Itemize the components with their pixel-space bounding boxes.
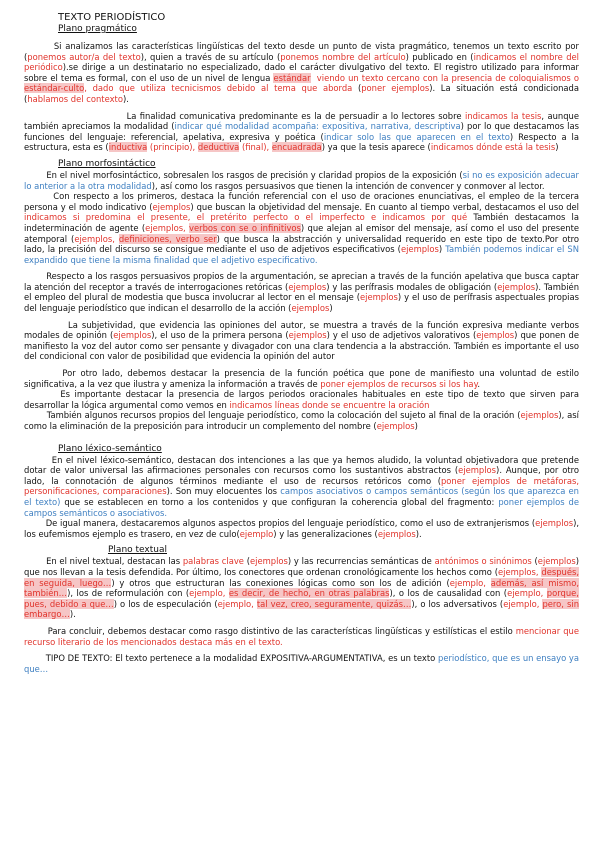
- text-run: Es importante destacar la presencia de largos periodos oracionales habituales en este tipo de texto que sirven para desarrollar la lógica argumental como vemos en: [24, 389, 579, 410]
- text-run: ): [329, 303, 333, 314]
- annotation-run: ejemplos: [291, 303, 330, 314]
- text-run: ).: [122, 93, 129, 104]
- document-page: [24, 12, 579, 674]
- text-run: que se establecen en torno a los contenidos y que configuran la coherencia global del fragmento:: [60, 496, 499, 507]
- annotation-run: ejemplos: [360, 292, 398, 303]
- annotation-run: ejemplos,: [497, 566, 542, 577]
- annotation-run: indicamos la tesis: [464, 110, 542, 121]
- annotation-run: mencionar que recurso literario de los mencionados destaca más en el texto.: [24, 625, 579, 647]
- annotation-run: ejemplos: [458, 465, 497, 476]
- text-run: (: [243, 556, 250, 567]
- text-run: ), quien a través de su artículo (: [140, 51, 281, 62]
- text-run: ): [438, 244, 446, 255]
- annotation-run: ejemplos,: [74, 233, 119, 244]
- annotation-run: hablamos del contexto: [27, 93, 123, 104]
- section-heading-lexico: Plano léxico-semántico: [58, 443, 162, 454]
- text-run: La subjetividad, que evidencia las opiniones del autor, se muestra a través de la función expresiva mediante verbos modales de opinión (: [24, 319, 579, 341]
- annotation-run: ejemplos: [476, 330, 515, 341]
- text-run: ). Aunque, por otro lado, la connotación de algunos términos mediante el uso de recursos retóricos como (: [24, 465, 579, 486]
- text-run: También algunos recursos propios del lenguaje periodístico, como la colocación del sujeto al final de la oración (: [24, 410, 521, 421]
- text-run: ): [414, 421, 418, 431]
- annotation-run: (final),: [239, 142, 272, 153]
- text-run: Para concluir, debemos destacar como rasgo distintivo de las características lingüísticas y estilísticas el estilo: [24, 625, 516, 636]
- annotation-run: ponemos autor/a del texto: [27, 51, 141, 62]
- annotation-run: poner ejemplos de campos semánticos o asociativos.: [24, 496, 580, 518]
- section-heading-morfosintactico: Plano morfosintáctico: [58, 158, 156, 169]
- text-run: ): [555, 142, 559, 153]
- annotation-run: , dado que utiliza tecnicismos debido al tema que aborda: [84, 83, 353, 94]
- annotation-run: poner ejemplos: [361, 83, 430, 94]
- annotation-run: viendo un texto cercano con la presencia de coloquialismos o: [310, 72, 579, 83]
- annotation-run: ejemplos: [400, 244, 439, 255]
- paragraph: [24, 410, 579, 431]
- paragraph: [24, 170, 579, 191]
- text-run: , aunque también apreciamos la modalidad (: [24, 110, 579, 132]
- text-run: ), así como los rasgos persuasivos que tienen la intención de convencer y conmover al lector.: [151, 180, 545, 191]
- text-run: ) o los de especulación (: [113, 598, 218, 609]
- text-run: ) que nos llevan a la tesis defendida. Por último, los conectores que ordenan cronológicamente los hechos como (: [24, 556, 579, 577]
- annotation-run: ejemplos: [497, 281, 536, 292]
- text-run: La finalidad comunicativa predominante es la de persuadir a lo lectores sobre: [24, 110, 465, 121]
- annotation-run: indicamos el nombre del periódico: [24, 51, 579, 73]
- annotation-run: definiciones, verbo ser: [118, 233, 217, 244]
- annotation-run: ejemplo: [239, 528, 274, 539]
- annotation-run: ejemplos: [376, 421, 415, 431]
- text-run: ) y las recurrencias semánticas de: [287, 556, 435, 567]
- annotation-run: además, así mismo, también…: [24, 577, 579, 599]
- annotation-run: ejemplos: [249, 556, 288, 567]
- text-run: ) por lo que destacamos las funciones del lenguaje: referencial, apelativa, expresiva y poética (: [24, 121, 579, 142]
- text-run: ) y el uso de adjetivos valorativos (: [326, 330, 477, 341]
- annotation-run: palabras clave: [182, 556, 244, 567]
- text-run: ), o los adversativos (: [411, 598, 504, 609]
- annotation-run: poner ejemplos de recursos si los hay: [320, 378, 478, 389]
- annotation-run: indicamos si predomina el presente, el pretérito perfecto o el imperfecto e indicamos por qué: [24, 212, 468, 223]
- text-run: ), o los de causalidad con (: [389, 588, 508, 599]
- text-run: ), así como la eliminación de la preposición para introducir un complemento del nombre (: [24, 410, 579, 431]
- annotation-run: estándar-culto: [24, 83, 85, 94]
- annotation-run: ejemplos: [113, 330, 152, 341]
- text-run: (: [352, 83, 362, 94]
- annotation-run: encuadrada: [271, 142, 322, 153]
- annotation-run: ejemplo,: [449, 577, 491, 588]
- paragraph: [24, 368, 579, 389]
- paragraph: [24, 111, 579, 153]
- text-run: ). Son muy elocuentes los: [166, 486, 281, 497]
- section-heading-pragmatico: Plano pragmático: [58, 24, 137, 34]
- text-run: ) que busca la abstracción y universalidad requerido en este tipo de texto.Por otro lado, la precisión del discurso se consigue mediante el uso de adjetivos especificativos (: [24, 233, 579, 255]
- annotation-run: tal vez, creo, seguramente, quizás…: [256, 598, 412, 609]
- annotation-run: inductiva: [108, 142, 148, 153]
- paragraph: [24, 556, 579, 620]
- text-run: ).se dirige a un destinatario no especializado, dado el carácter divulgativo del texto. El registro utilizado para informar sobre el tema es formal, con el uso de un nivel de lengua: [24, 62, 579, 83]
- text-run: ) y el uso de perífrasis aspectuales propias del lenguaje periodístico que indican el desarrollo de la acción (: [24, 292, 579, 314]
- paragraph: [24, 626, 579, 647]
- annotation-run: indicar qué modalidad acompaña: expositiva, narrativa, descriptiva: [174, 121, 461, 132]
- annotation-run: verbos con se o infinitivos: [189, 222, 301, 233]
- annotation-run: ejemplo,: [507, 588, 547, 599]
- annotation-run: ejemplos: [535, 518, 574, 529]
- paragraph: [24, 455, 579, 519]
- text-run: ). También el empleo del plural de modestia que busca involucrar al lector en el mensaje (: [24, 281, 579, 303]
- annotation-run: ejemplos,: [145, 222, 190, 233]
- text-run: ), el uso de la primera persona (: [151, 330, 289, 341]
- text-run: ) y las perífrasis modales de obligación (: [326, 281, 498, 292]
- annotation-run: poner ejemplos de metáforas, personificaciones, comparaciones: [24, 475, 579, 497]
- annotation-run: indicar solo las que aparecen en el texto: [323, 131, 510, 142]
- annotation-run: indicamos dónde está la tesis: [430, 142, 556, 153]
- text-run: ) Respecto a la estructura, esta es (: [24, 131, 579, 153]
- section-heading-textual: Plano textual: [108, 545, 167, 556]
- text-run: ) y las generalizaciones (: [273, 528, 378, 539]
- text-run: ) que buscan la objetividad del mensaje. En cuanto al tiempo verbal, destacamos el uso del: [190, 201, 580, 212]
- annotation-run: ejemplos: [152, 201, 191, 212]
- annotation-run: si no es exposición adecuar lo anterior a la otra modalidad: [24, 169, 579, 191]
- annotation-run: ejemplos: [537, 556, 576, 567]
- annotation-run: También podemos indicar el SN expandido que tiene la misma finalidad que el adjetivo especificativo.: [24, 244, 579, 265]
- text-run: ) que ponen de manifiesto la voz del autor como ser pensante y divagador con una clara tendencia a la abstracción. También es importante el uso del condicional con valor de posibilidad que evidencia la opinión del autor: [24, 330, 579, 362]
- annotation-run: ponemos nombre del artículo: [280, 51, 406, 62]
- text-run: ), los eufemismos ejemplo es trasero, en vez de culo(: [24, 518, 579, 539]
- annotation-run: campos asociativos o campos semánticos (según los que aparezca en el texto): [24, 486, 579, 507]
- document-title: TEXTO PERIODÍSTICO: [58, 12, 166, 23]
- paragraph: [24, 41, 579, 105]
- annotation-run: ejemplos: [377, 528, 416, 539]
- text-run: (: [531, 556, 538, 567]
- text-run: ).: [69, 609, 76, 620]
- annotation-run: estándar: [273, 72, 311, 83]
- paragraph: [24, 271, 579, 313]
- annotation-run: periodístico, que es un ensayo ya que…: [24, 653, 579, 674]
- text-run: ) que alejan al emisor del mensaje, así como el uso del presente atemporal (: [24, 222, 580, 244]
- annotation-run: (principio),: [147, 142, 198, 153]
- text-run: De igual manera, destacaremos algunos aspectos propios del lenguaje periodístico, como el uso de extranjerismos (: [24, 518, 536, 529]
- annotation-run: ejemplo,: [217, 598, 257, 609]
- text-run: TIPO DE TEXTO: El texto pertenece a la modalidad EXPOSITIVA-ARGUMENTATIVA, es un texto: [24, 653, 439, 664]
- paragraph: [24, 191, 579, 265]
- text-run: En el nivel textual, destacan las: [24, 556, 183, 567]
- annotation-run: ejemplos: [520, 410, 559, 421]
- annotation-run: porque, pues, debido a que…: [24, 588, 579, 609]
- annotation-run: después, en seguida, luego…: [24, 566, 580, 588]
- text-run: ).: [415, 528, 422, 539]
- annotation-run: deductiva: [197, 142, 240, 153]
- text-run: ) ya que la tesis aparece (: [321, 142, 431, 153]
- text-run: ), los de reformulación con (: [67, 588, 190, 599]
- text-run: .: [477, 378, 480, 389]
- text-run: En el nivel morfosintáctico, sobresalen los rasgos de precisión y claridad propios de la exposición (: [24, 169, 463, 180]
- annotation-run: indicamos líneas donde se encuentre la oración: [229, 399, 430, 410]
- paragraph: [24, 653, 579, 674]
- annotation-run: ejemplo,: [189, 588, 229, 599]
- annotation-run: ejemplos: [288, 330, 327, 341]
- paragraph: [24, 389, 579, 410]
- text-run: Con respecto a los primeros, destaca la función referencial con el uso de oraciones enunciativas, el empleo de la tercera persona y el modo indicativo (: [24, 191, 579, 212]
- paragraph: [24, 518, 579, 539]
- annotation-run: ejemplos: [288, 281, 327, 292]
- annotation-run: pero, sin embargo…: [24, 598, 579, 620]
- text-run: ). La situación está condicionada (: [24, 83, 579, 104]
- text-run: ) publicado en (: [405, 51, 474, 62]
- text-run: Respecto a los rasgos persuasivos propios de la argumentación, se aprecian a través de la función apelativa que busca captar la atención del receptor a través de interrogaciones retóricas (: [24, 271, 579, 292]
- text-run: También destacamos la indeterminación de agente (: [24, 212, 580, 233]
- text-run: ) y otros que estructuran las conexiones lógicas como son los de adición (: [111, 577, 450, 588]
- annotation-run: antónimos o sinónimos: [434, 556, 532, 567]
- text-run: Si analizamos las características lingüísticas del texto desde un punto de vista pragmático, tenemos un texto escrito por (: [24, 41, 579, 62]
- annotation-run: es decir, de hecho, en otras palabras: [228, 588, 390, 599]
- annotation-run: ejemplo,: [503, 598, 543, 609]
- text-run: Por otro lado, debemos destacar la presencia de la función poética que pone de manifiesto una voluntad de estilo significativa, a la vez que ilustra y ameniza la información a través de: [24, 368, 579, 389]
- paragraph: [24, 320, 579, 362]
- text-run: En el nivel léxico-semántico, destacan dos intenciones a las que ya hemos aludido, la voluntad objetivadora que pretende dotar de valor universal las afirmaciones personales con recursos como los sustantivos abstractos (: [24, 454, 579, 476]
